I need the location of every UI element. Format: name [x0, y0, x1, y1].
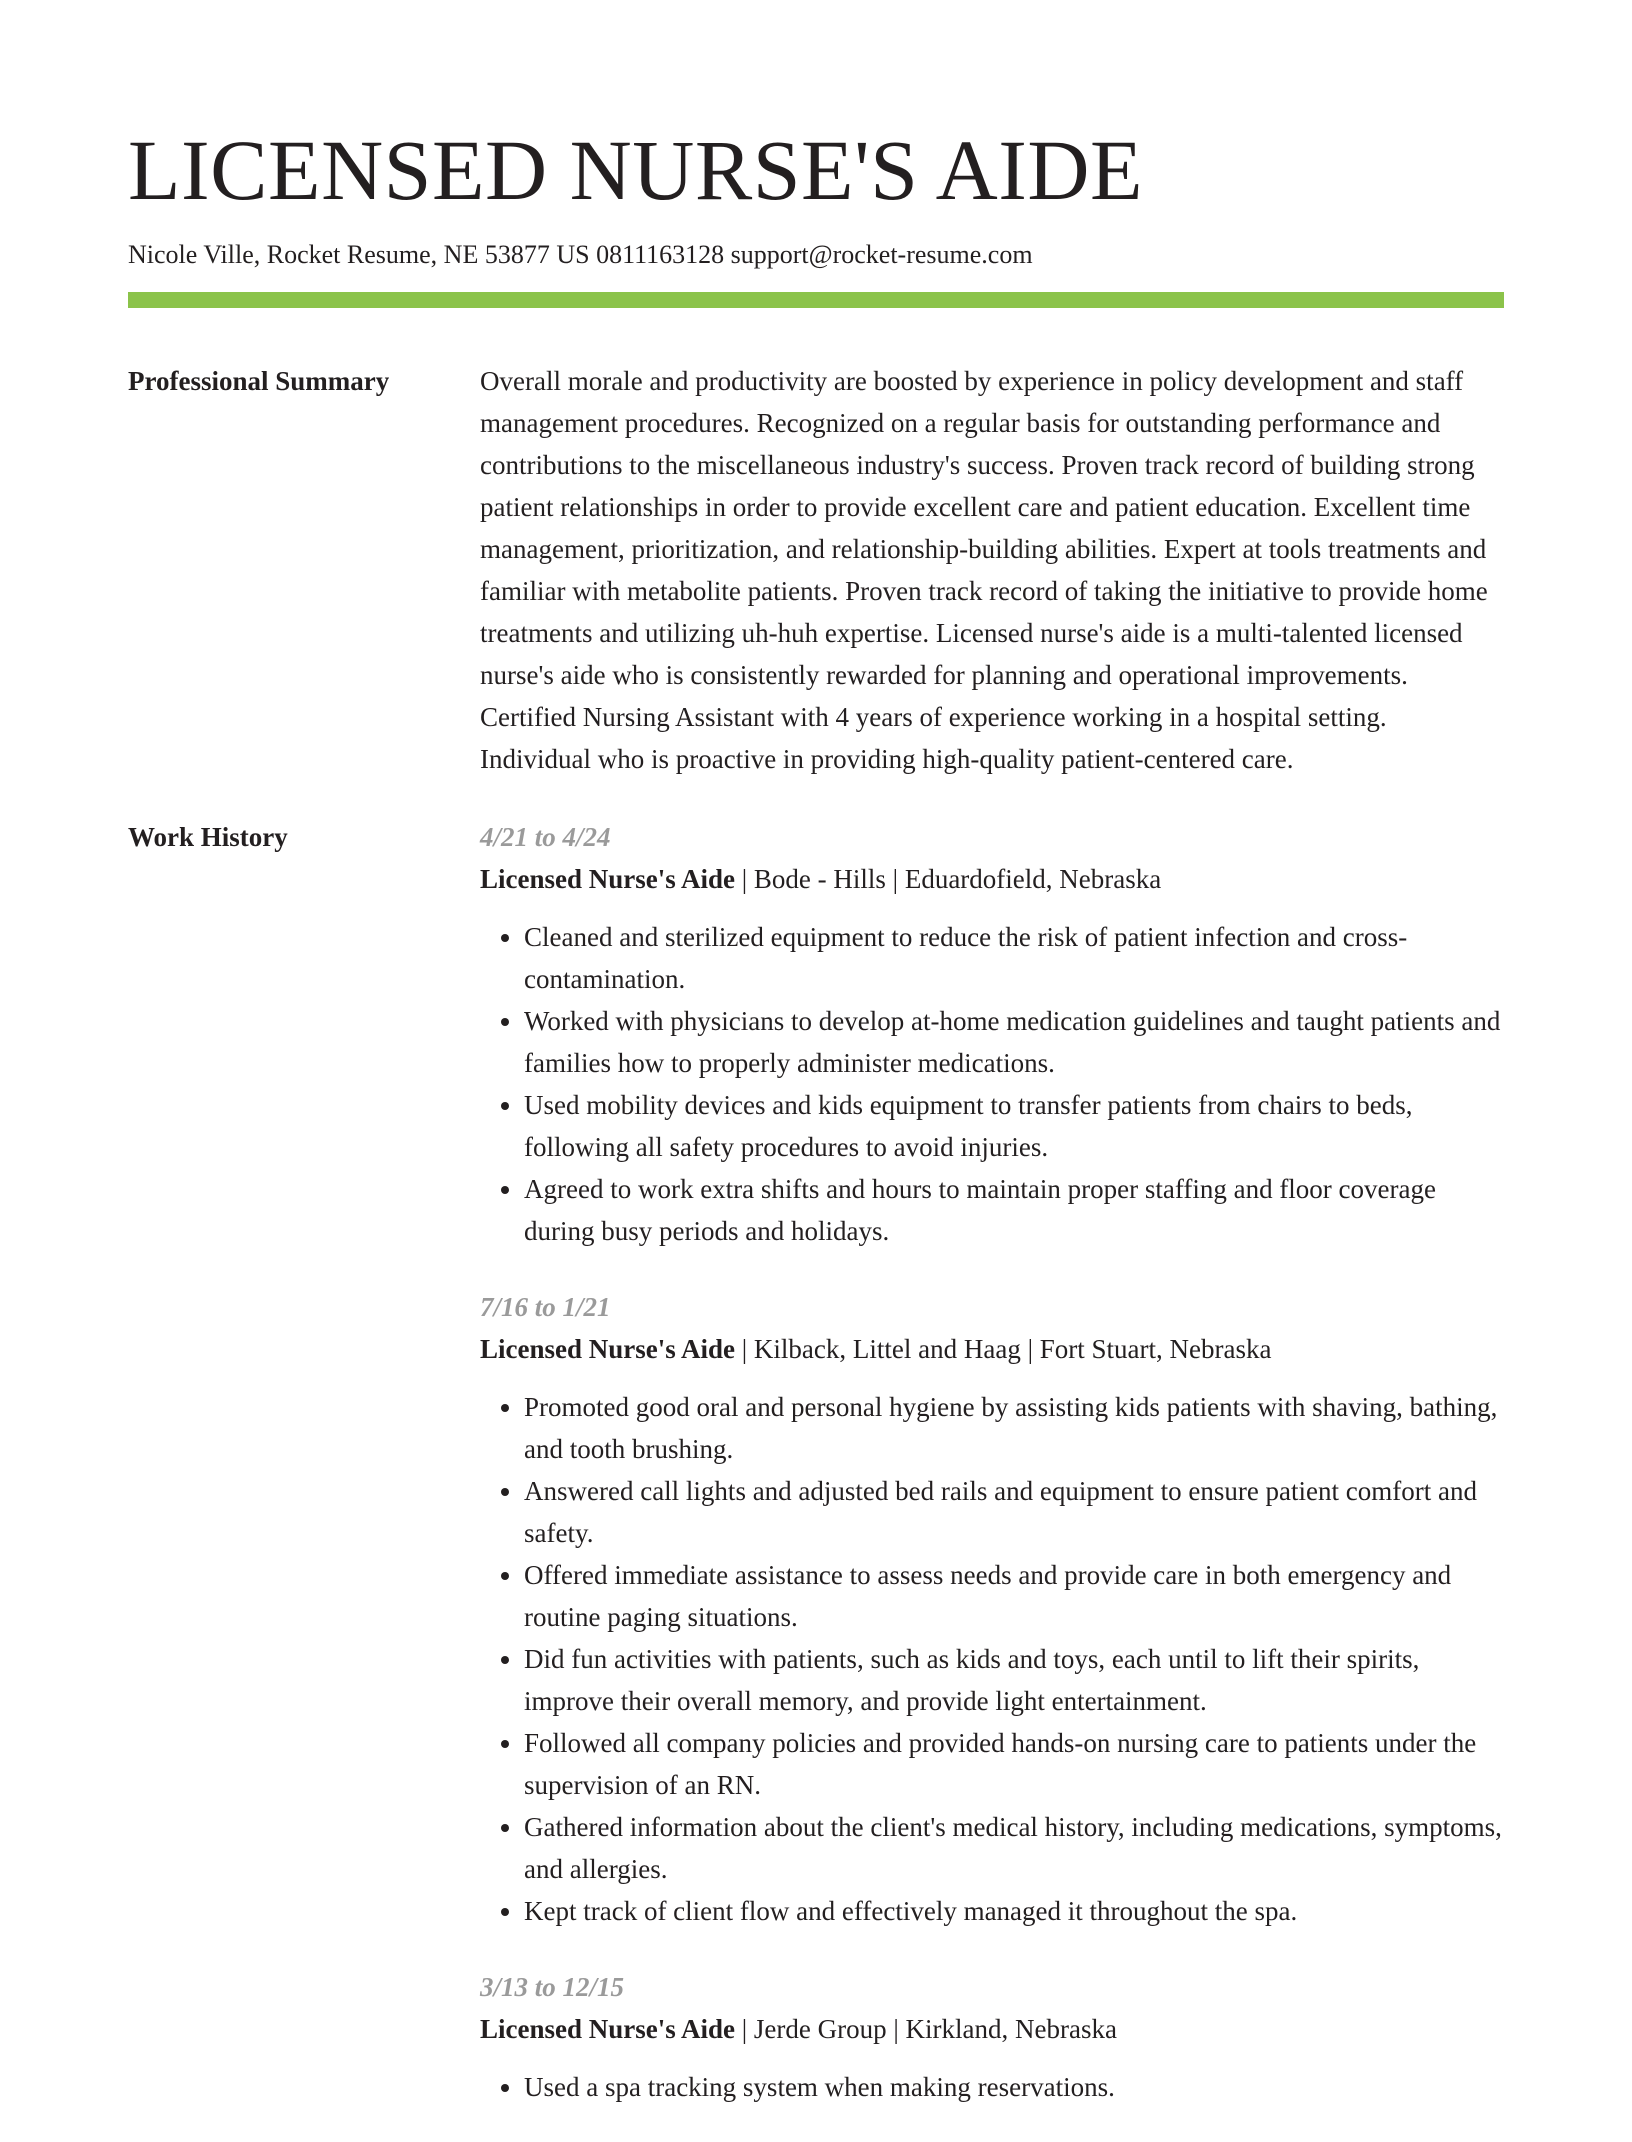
job-title: Licensed Nurse's Aide	[480, 2014, 736, 2044]
header-divider	[128, 292, 1504, 308]
list-item: • Agreed to work extra shifts and hours to maintain proper staffing and floor coverage during busy periods and holidays.	[524, 1168, 1504, 1252]
job-duties-list	[480, 1386, 1504, 1932]
section-heading-summary: Professional Summary	[128, 366, 390, 396]
job-employer-location: | Bode - Hills | Eduardofield, Nebraska	[735, 864, 1162, 894]
resume-page	[128, 0, 1504, 2142]
list-item: • Followed all company policies and provided hands-on nursing care to patients under the supervision of an RN.	[524, 1722, 1504, 1806]
professional-summary-section	[128, 360, 1504, 780]
job-title: Licensed Nurse's Aide	[480, 1334, 736, 1364]
summary-text: Overall morale and productivity are boosted by experience in policy development and staff management procedures. Recognized on a regular basis for outstanding performance and contributions to the miscellaneous industry's success. Proven track record of building strong patient relationships in order to provide excellent care and patient education. Excellent time management, prioritization, and relationship-building abilities. Expert at tools treatments and familiar with metabolite patients. Proven track record of taking the initiative to provide home treatments and utilizing uh-huh expertise. Licensed nurse's aide is a multi-talented licensed nurse's aide who is consistently rewarded for planning and operational improvements. Certified Nursing Assistant with 4 years of experience working in a hospital setting. Individual who is proactive in providing high-quality patient-centered care.	[480, 366, 1488, 774]
list-item: • Offered immediate assistance to assess needs and provide care in both emergency and routine paging situations.	[524, 1554, 1504, 1638]
job-employer-location: | Jerde Group | Kirkland, Nebraska	[735, 2014, 1117, 2044]
job-header	[480, 1328, 1504, 1370]
work-history-section	[128, 816, 1504, 2142]
job-entry	[480, 1966, 1504, 2108]
job-dates: 7/16 to 1/21	[480, 1292, 611, 1322]
job-dates: 4/21 to 4/24	[480, 822, 611, 852]
job-duties-list	[480, 2066, 1504, 2108]
list-item: • Answered call lights and adjusted bed rails and equipment to ensure patient comfort and safety.	[524, 1470, 1504, 1554]
job-entry	[480, 1286, 1504, 1932]
list-item: • Worked with physicians to develop at-home medication guidelines and taught patients and families how to properly administer medications.	[524, 1000, 1504, 1084]
section-heading-work-history: Work History	[128, 822, 288, 852]
list-item: • Used mobility devices and kids equipment to transfer patients from chairs to beds, following all safety procedures to avoid injuries.	[524, 1084, 1504, 1168]
work-history-body	[480, 816, 1504, 2142]
list-item: • Gathered information about the client's medical history, including medications, symptoms, and allergies.	[524, 1806, 1504, 1890]
list-item: • Promoted good oral and personal hygiene by assisting kids patients with shaving, bathing, and tooth brushing.	[524, 1386, 1504, 1470]
list-item: • Did fun activities with patients, such as kids and toys, each until to lift their spirits, improve their overall memory, and provide light entertainment.	[524, 1638, 1504, 1722]
summary-body	[480, 360, 1504, 780]
list-item: • Used a spa tracking system when making reservations.	[524, 2066, 1504, 2108]
resume-title: LICENSED NURSE'S AIDE	[128, 122, 1144, 218]
job-duties-list	[480, 916, 1504, 1252]
job-dates: 3/13 to 12/15	[480, 1972, 625, 2002]
job-employer-location: | Kilback, Littel and Haag | Fort Stuart, Nebraska	[735, 1334, 1272, 1364]
job-header	[480, 2008, 1504, 2050]
list-item: • Cleaned and sterilized equipment to reduce the risk of patient infection and cross-contamination.	[524, 916, 1504, 1000]
job-entry	[480, 816, 1504, 1252]
job-title: Licensed Nurse's Aide	[480, 864, 736, 894]
job-header	[480, 858, 1504, 900]
contact-line: Nicole Ville, Rocket Resume, NE 53877 US 0811163128 support@rocket-resume.com	[128, 240, 1033, 269]
list-item: • Kept track of client flow and effectively managed it throughout the spa.	[524, 1890, 1504, 1932]
